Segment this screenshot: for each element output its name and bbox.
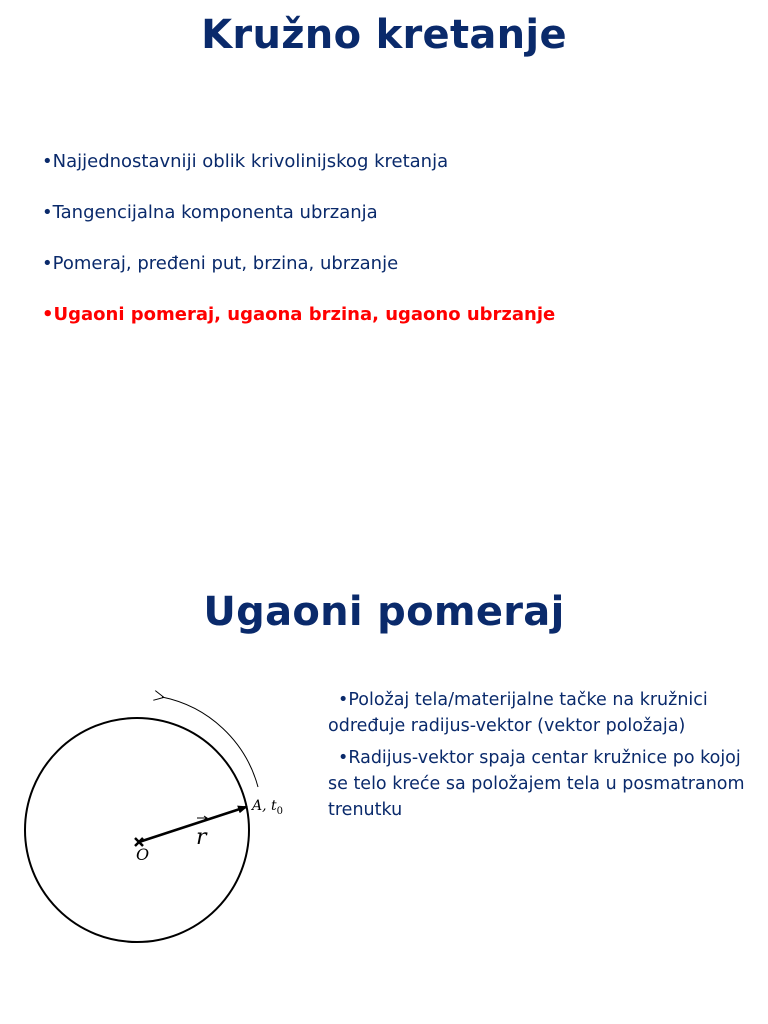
bullet-text: •Radijus-vektor spaja centar kružnice po kojoj se telo kreće sa položajem tela u posmatranom trenutku: [328, 748, 745, 820]
trajectory-circle: [25, 718, 249, 942]
radius-label: r: [196, 825, 207, 850]
bullet-item-highlighted: •Ugaoni pomeraj, ugaona brzina, ugaono ubrzanje: [42, 304, 556, 325]
slide-title: Ugaoni pomeraj: [203, 589, 565, 635]
center-label: O: [136, 845, 150, 864]
bullet-item: •Tangencijalna komponenta ubrzanja: [42, 202, 378, 223]
bullet-text: •Položaj tela/materijalne tačke na kružnici određuje radijus-vektor (vektor položaja): [328, 690, 708, 736]
bullet-item: •Pomeraj, pređeni put, brzina, ubrzanje: [42, 253, 399, 274]
slide-ugaoni-pomeraj: [0, 512, 768, 1024]
bullet-item: [328, 745, 758, 823]
bullet-list: [42, 150, 555, 354]
radius-vector-arrow: [139, 807, 246, 842]
point-label-text: A, t: [252, 798, 277, 814]
rotation-direction-arrow: [162, 697, 258, 787]
point-label-subscript: 0: [276, 806, 284, 817]
slide-title: Kružno kretanje: [201, 12, 567, 58]
bullet-item: [328, 687, 758, 739]
point-label: [250, 798, 283, 817]
bullet-item: •Najjednostavniji oblik krivolinijskog kretanja: [42, 151, 449, 172]
circle-diagram: [0, 672, 320, 972]
bullet-list: [328, 687, 758, 829]
